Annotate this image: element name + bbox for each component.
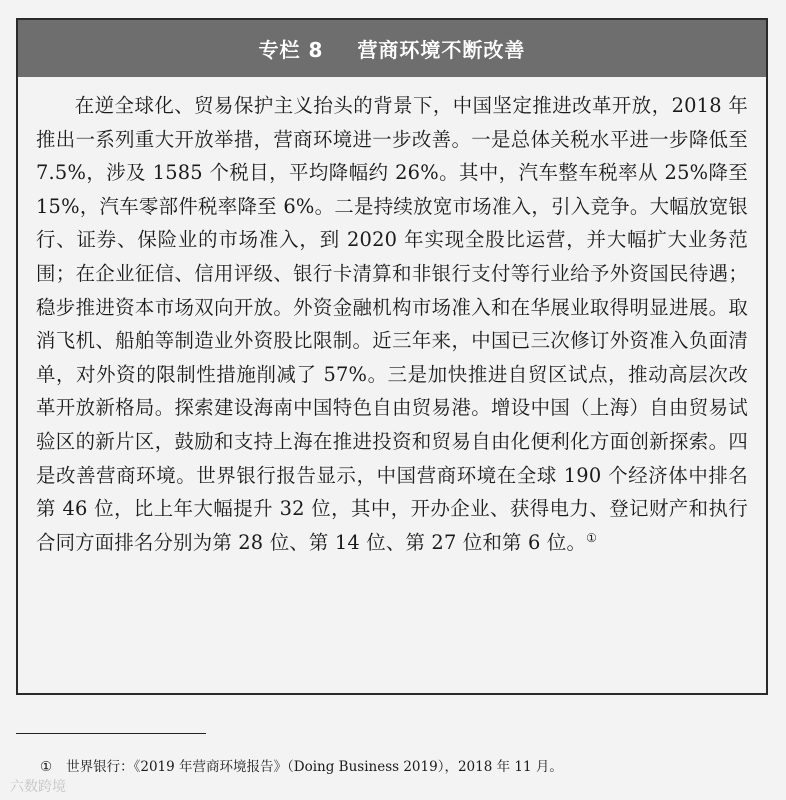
box-body (18, 77, 766, 559)
footnote-text: 世界银行：《2019 年营商环境报告》（Doing Business 2019），2018 年 11 月。 (66, 759, 563, 775)
feature-box (16, 18, 768, 695)
footnote-divider (16, 733, 206, 734)
box-title: 营商环境不断改善 (357, 38, 526, 62)
footnote-reference[interactable]: ① (586, 530, 598, 545)
box-paragraph: 在逆全球化、贸易保护主义抬头的背景下，中国坚定推进改革开放，2018 年推出一系列重大开放举措，营商环境进一步改善。一是总体关税水平进一步降低至 7.5%，涉及 1585 个税目，平均降幅约 26%。其中，汽车整车税率从 25%降至 15%，汽车零部件税率降至 6%。二是持续放宽市场准入，引入竞争。大幅放宽银行、证券、保险业的市场准入，到 2020 年实现全股比运营，并大幅扩大业务范围；在企业征信、信用评级、银行卡清算和非银行支付等行业给予外资国民待遇；稳步推进资本市场双向开放。外资金融机构市场准入和在华展业取得明显进展。取消飞机、船舶等制造业外资股比限制。近三年来，中国已三次修订外资准入负面清单，对外资的限制性措施削减了 57%。三是加快推进自贸区试点，推动高层次改革开放新格局。探索建设海南中国特色自由贸易港。增设中国（上海）自由贸易试验区的新片区，鼓励和支持上海在推进投资和贸易自由化便利化方面创新探索。四是改善营商环境。世界银行报告显示，中国营商环境在全球 190 个经济体中排名第 46 位，比上年大幅提升 32 位，其中，开办企业、获得电力、登记财产和执行合同方面排名分别为第 28 位、第 14 位、第 27 位和第 6 位。 (36, 94, 748, 554)
box-label: 专栏 8 (258, 38, 324, 62)
footnote (40, 755, 563, 775)
footnote-marker: ① (40, 759, 53, 775)
box-header (18, 20, 766, 77)
watermark: 六数跨境 (10, 779, 66, 795)
